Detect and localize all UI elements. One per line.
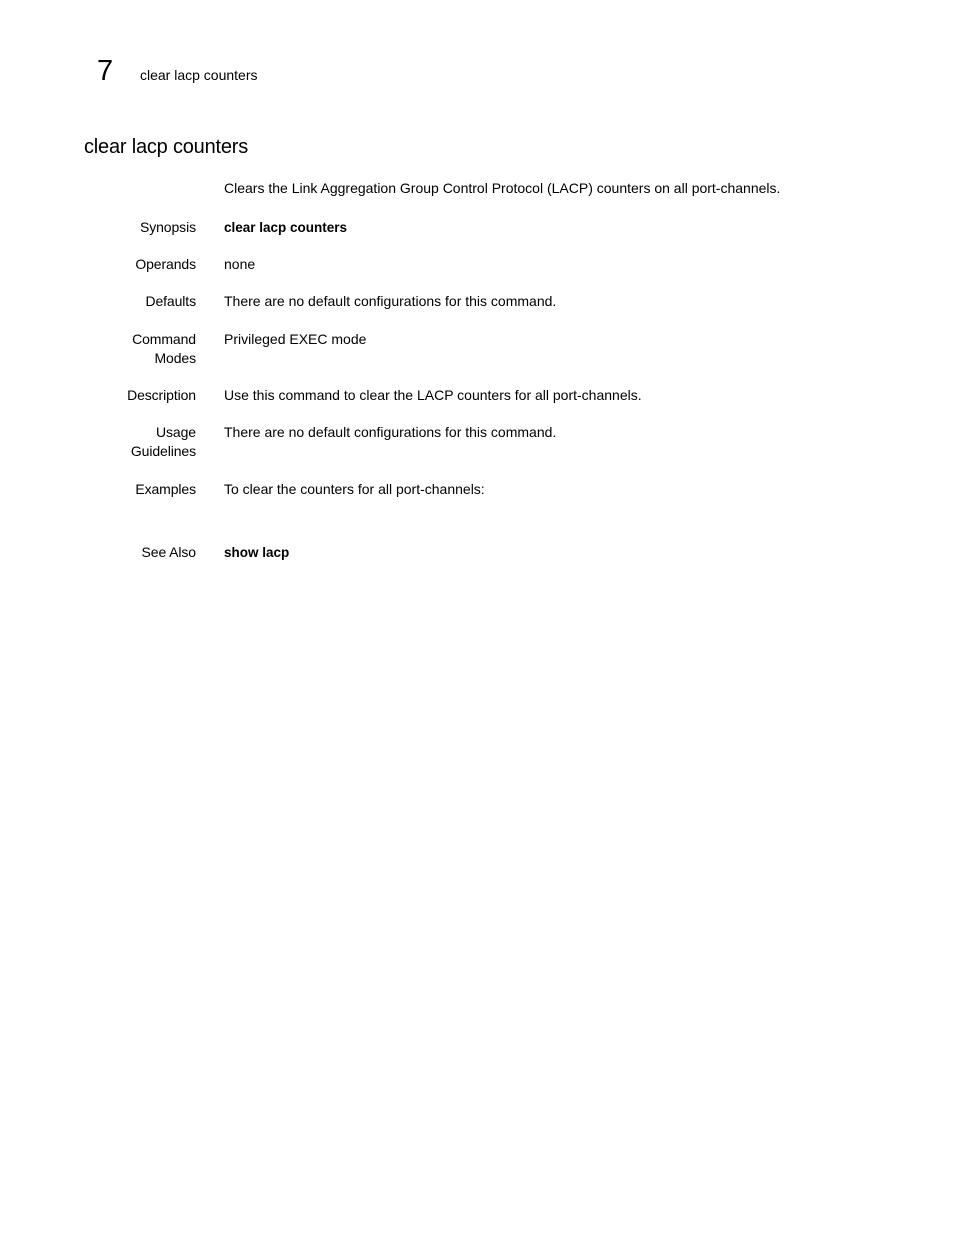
command-modes-label (76, 330, 196, 368)
description-label: Description (127, 387, 196, 403)
usage-guidelines-label (76, 423, 196, 461)
operands-label: Operands (135, 256, 196, 272)
operands-value: none (224, 256, 256, 272)
examples-label: Examples (135, 481, 196, 497)
defaults-label: Defaults (145, 293, 196, 309)
see-also-label: See Also (141, 544, 196, 560)
chapter-number: 7 (97, 55, 114, 87)
running-title: clear lacp counters (140, 67, 258, 83)
see-also-link[interactable]: show lacp (224, 545, 290, 560)
description-value: Use this command to clear the LACP counters for all port-channels. (224, 387, 642, 403)
command-modes-label-line2: Modes (154, 350, 196, 366)
command-modes-label-line1: Command (132, 331, 196, 347)
defaults-value: There are no default configurations for this command. (224, 293, 557, 309)
usage-guidelines-value: There are no default configurations for this command. (224, 424, 557, 440)
running-header (97, 54, 258, 90)
intro-text: Clears the Link Aggregation Group Control Protocol (LACP) counters on all port-channels. (224, 180, 781, 196)
synopsis-label: Synopsis (139, 219, 196, 235)
usage-guidelines-label-line2: Guidelines (130, 443, 196, 459)
examples-value: To clear the counters for all port-channels: (224, 481, 485, 497)
command-modes-value: Privileged EXEC mode (224, 331, 367, 347)
usage-guidelines-label-line1: Usage (156, 424, 196, 440)
synopsis-value: clear lacp counters (224, 220, 348, 235)
page-title: clear lacp counters (84, 136, 249, 158)
